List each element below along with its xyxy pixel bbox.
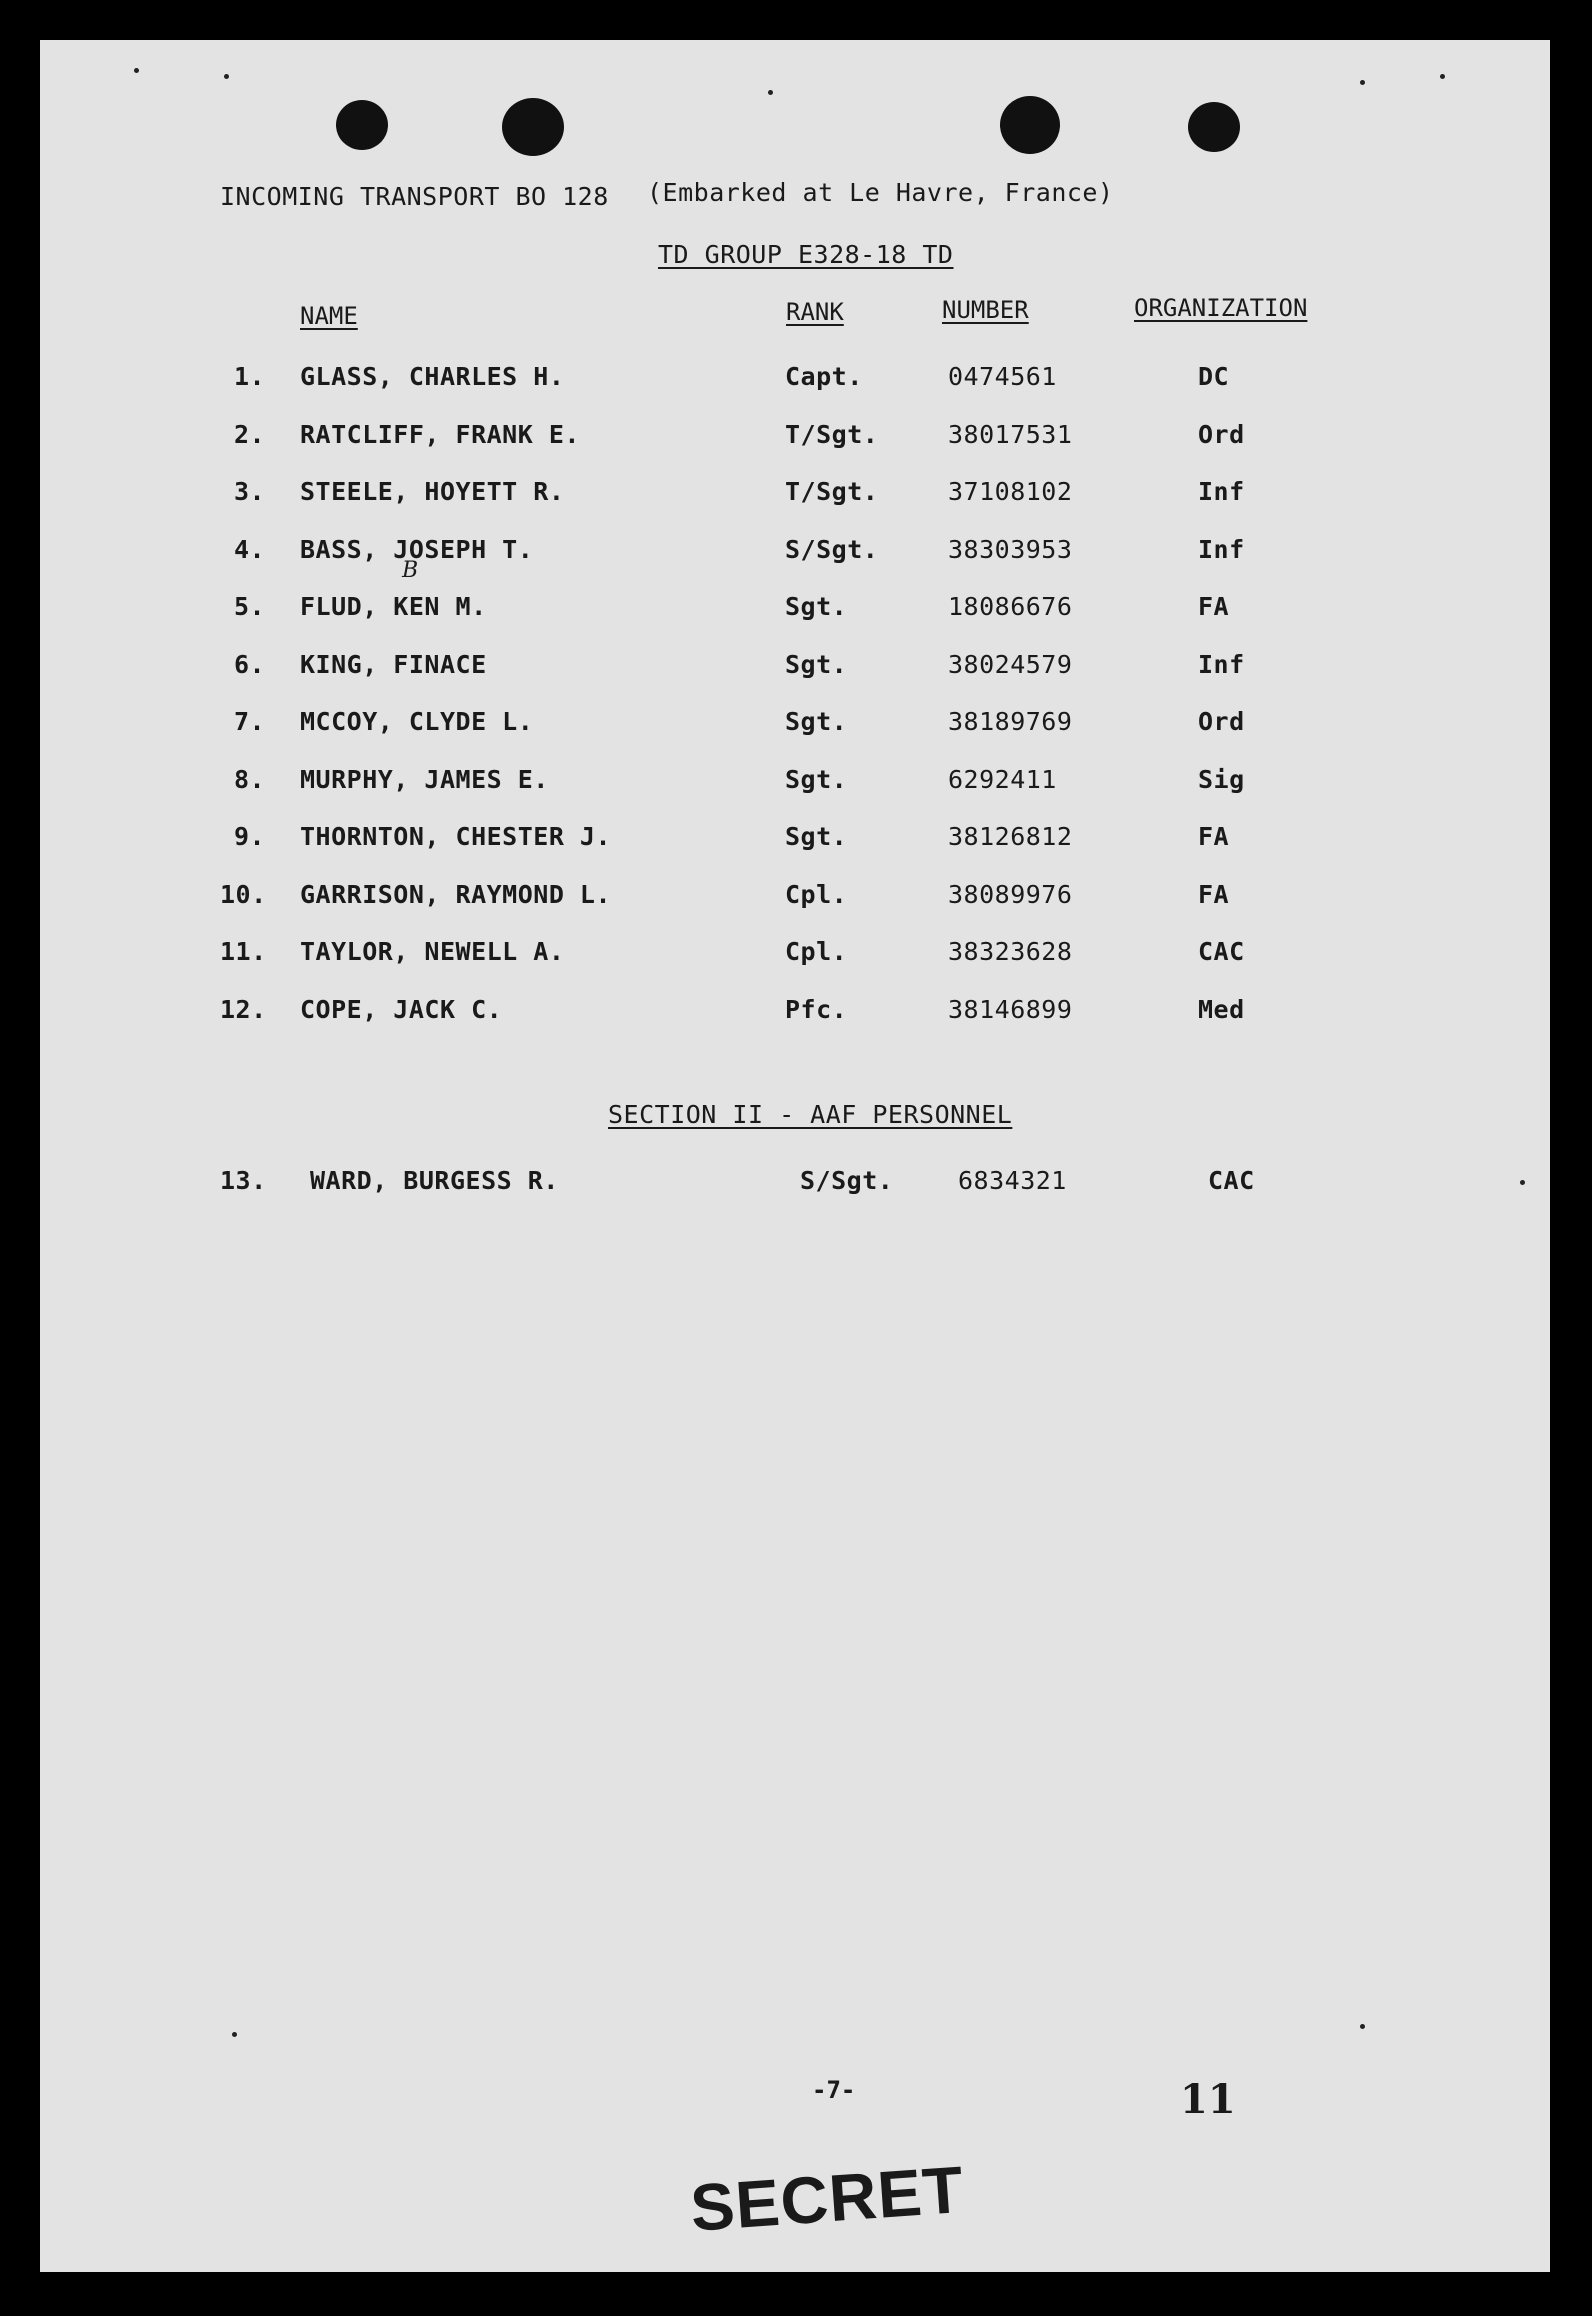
speck bbox=[768, 90, 773, 95]
row-number: 11. bbox=[220, 937, 267, 966]
handwritten-annotation: B bbox=[402, 558, 419, 583]
row-rank: Sgt. bbox=[785, 707, 848, 736]
row-rank: Cpl. bbox=[785, 937, 848, 966]
row-organization: Ord bbox=[1198, 419, 1245, 449]
column-header-rank: RANK bbox=[786, 298, 844, 326]
column-header-number: NUMBER bbox=[942, 296, 1029, 324]
row-number: 3. bbox=[234, 477, 266, 506]
punch-hole-4 bbox=[1188, 102, 1240, 152]
row-rank: Pfc. bbox=[785, 994, 848, 1024]
row-organization: CAC bbox=[1198, 937, 1245, 966]
row-organization: FA bbox=[1198, 822, 1230, 851]
row-name: RATCLIFF, FRANK E. bbox=[300, 419, 580, 449]
row-organization: Ord bbox=[1198, 707, 1245, 736]
row-serial-number: 6292411 bbox=[948, 764, 1057, 794]
row-name: COPE, JACK C. bbox=[300, 994, 503, 1024]
row-name: GARRISON, RAYMOND L. bbox=[300, 879, 612, 909]
row-number: 1. bbox=[234, 362, 266, 391]
row-rank: Sgt. bbox=[785, 649, 848, 679]
row-serial-number: 38017531 bbox=[948, 419, 1073, 449]
row-number: 13. bbox=[220, 1166, 267, 1195]
speck bbox=[134, 68, 139, 73]
row-organization: Med bbox=[1198, 994, 1245, 1024]
row-serial-number: 38303953 bbox=[948, 534, 1073, 564]
row-serial-number: 37108102 bbox=[948, 477, 1073, 506]
punch-hole-1 bbox=[336, 100, 388, 150]
row-name: GLASS, CHARLES H. bbox=[300, 362, 565, 391]
column-header-organization: ORGANIZATION bbox=[1134, 294, 1308, 322]
row-serial-number: 18086676 bbox=[948, 592, 1073, 621]
row-name: WARD, BURGESS R. bbox=[310, 1166, 559, 1195]
row-rank: S/Sgt. bbox=[785, 534, 879, 564]
row-serial-number: 0474561 bbox=[948, 362, 1057, 391]
punch-hole-3 bbox=[1000, 96, 1060, 154]
row-rank: S/Sgt. bbox=[800, 1166, 894, 1195]
row-serial-number: 38126812 bbox=[948, 822, 1073, 851]
speck bbox=[1440, 74, 1445, 79]
page-label: -7- bbox=[812, 2076, 856, 2104]
row-rank: T/Sgt. bbox=[785, 477, 879, 506]
row-organization: Inf bbox=[1198, 477, 1245, 506]
row-organization: Sig bbox=[1198, 764, 1245, 794]
row-organization: DC bbox=[1198, 362, 1230, 391]
row-name: FLUD, KEN M. bbox=[300, 592, 487, 621]
row-name: KING, FINACE bbox=[300, 649, 487, 679]
row-organization: FA bbox=[1198, 592, 1230, 621]
row-rank: Capt. bbox=[785, 362, 863, 391]
row-name: MURPHY, JAMES E. bbox=[300, 764, 549, 794]
row-name: BASS, JOSEPH T. bbox=[300, 534, 534, 564]
transport-subtitle: (Embarked at Le Havre, France) bbox=[647, 178, 1114, 207]
row-number: 6. bbox=[234, 649, 266, 679]
row-number: 8. bbox=[234, 764, 266, 794]
row-organization: FA bbox=[1198, 879, 1230, 909]
row-name: STEELE, HOYETT R. bbox=[300, 477, 565, 506]
row-serial-number: 38146899 bbox=[948, 994, 1073, 1024]
row-organization: Inf bbox=[1198, 534, 1245, 564]
speck bbox=[1360, 2024, 1365, 2029]
page-number: 11 bbox=[1180, 2076, 1236, 2123]
row-number: 7. bbox=[234, 707, 266, 736]
punch-hole-2 bbox=[502, 98, 564, 156]
row-name: MCCOY, CLYDE L. bbox=[300, 707, 534, 736]
row-organization: CAC bbox=[1208, 1166, 1255, 1195]
row-rank: Cpl. bbox=[785, 879, 848, 909]
secret-stamp: SECRET bbox=[688, 2151, 967, 2245]
row-serial-number: 38089976 bbox=[948, 879, 1073, 909]
row-name: TAYLOR, NEWELL A. bbox=[300, 937, 565, 966]
row-number: 9. bbox=[234, 822, 266, 851]
row-number: 5. bbox=[234, 592, 266, 621]
row-serial-number: 38323628 bbox=[948, 937, 1073, 966]
speck bbox=[1520, 1180, 1525, 1185]
row-number: 12. bbox=[220, 994, 267, 1024]
section-ii-heading: SECTION II - AAF PERSONNEL bbox=[608, 1100, 1013, 1129]
row-rank: Sgt. bbox=[785, 764, 848, 794]
row-serial-number: 38024579 bbox=[948, 649, 1073, 679]
row-number: 10. bbox=[220, 879, 267, 909]
row-number: 2. bbox=[234, 419, 266, 449]
speck bbox=[232, 2032, 237, 2037]
group-heading: TD GROUP E328-18 TD bbox=[658, 240, 954, 269]
row-organization: Inf bbox=[1198, 649, 1245, 679]
speck bbox=[224, 74, 229, 79]
document-page bbox=[40, 40, 1550, 2272]
row-name: THORNTON, CHESTER J. bbox=[300, 822, 612, 851]
row-rank: Sgt. bbox=[785, 592, 848, 621]
column-header-name: NAME bbox=[300, 302, 358, 330]
speck bbox=[1360, 80, 1365, 85]
row-rank: Sgt. bbox=[785, 822, 848, 851]
row-serial-number: 6834321 bbox=[958, 1166, 1067, 1195]
row-rank: T/Sgt. bbox=[785, 419, 879, 449]
row-serial-number: 38189769 bbox=[948, 707, 1073, 736]
transport-title: INCOMING TRANSPORT BO 128 bbox=[220, 182, 609, 211]
row-number: 4. bbox=[234, 534, 266, 564]
